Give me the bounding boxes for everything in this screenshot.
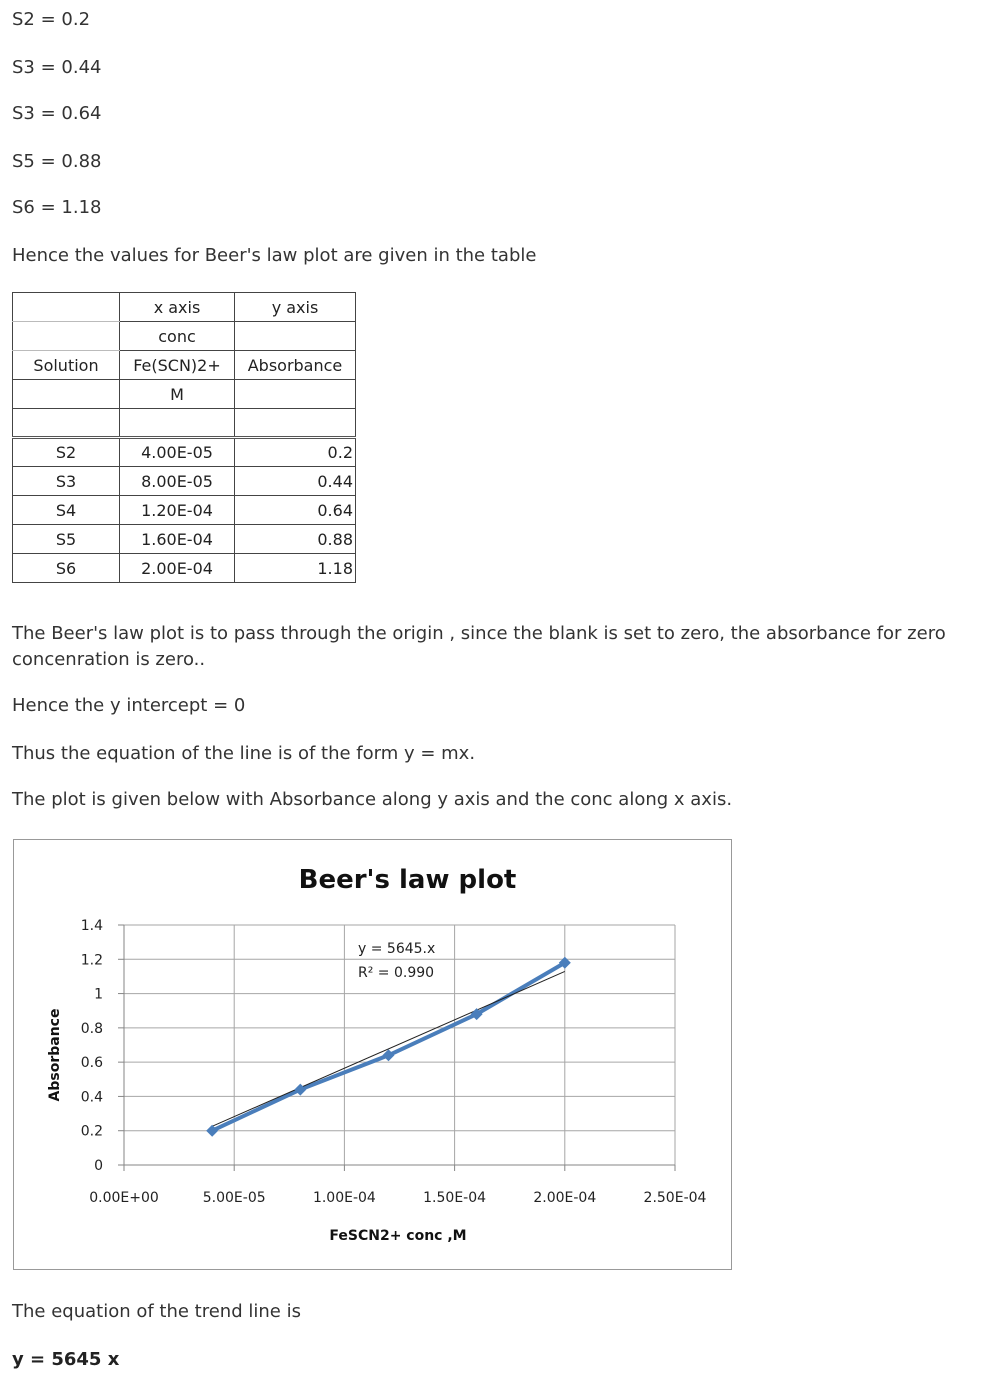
conc-cell: 4.00E-05: [120, 438, 235, 467]
x-tick-label: 5.00E-05: [202, 1190, 266, 1206]
trendline: [212, 971, 565, 1126]
solution-cell: S5: [13, 525, 120, 554]
table-cell: conc: [120, 322, 235, 351]
y-tick-label: 1.2: [80, 952, 103, 969]
conc-cell: 1.20E-04: [120, 496, 235, 525]
absorbance-cell: 0.44: [235, 467, 356, 496]
trendline-equation: y = 5645.x: [358, 941, 436, 957]
table-cell: [13, 322, 120, 351]
intro-line: S3 = 0.44: [12, 57, 102, 78]
table-row: [13, 496, 356, 525]
y-tick-label: 1.4: [80, 918, 103, 934]
table-cell: M: [120, 380, 235, 409]
plot-intro-text: The plot is given below with Absorbance along y axis and the conc along x axis.: [12, 789, 733, 810]
table-row: [13, 467, 356, 496]
table-header-row: [13, 322, 356, 351]
table-cell: [235, 380, 356, 409]
intro-line: S2 = 0.2: [12, 9, 91, 30]
solution-cell: S3: [13, 467, 120, 496]
table-cell: Absorbance: [235, 351, 356, 380]
intercept-text: Hence the y intercept = 0: [12, 695, 246, 716]
table-header-row: [13, 351, 356, 380]
intro-line: S6 = 1.18: [12, 197, 102, 218]
trend-intro-text: The equation of the trend line is: [12, 1301, 301, 1322]
chart-title: Beer's law plot: [298, 865, 517, 895]
y-axis-label: Absorbance: [47, 1008, 63, 1102]
y-tick-label: 0.6: [80, 1055, 103, 1072]
x-tick-label: 2.50E-04: [643, 1190, 707, 1206]
data-point: [206, 1125, 218, 1137]
y-tick-label: 1: [94, 986, 103, 1003]
absorbance-cell: 0.88: [235, 525, 356, 554]
x-tick-label: 1.00E-04: [312, 1190, 376, 1206]
x-axis-label: FeSCN2+ conc ,M: [329, 1228, 467, 1244]
table-cell: [13, 380, 120, 409]
intro-line: S5 = 0.88: [12, 151, 102, 172]
table-cell: x axis: [120, 293, 235, 322]
intro-line: S3 = 0.64: [12, 103, 102, 124]
table-intro: Hence the values for Beer's law plot are given in the table: [12, 245, 537, 266]
y-tick-label: 0.8: [80, 1020, 103, 1037]
beers-law-chart: [13, 839, 732, 1270]
table-cell: [235, 322, 356, 351]
explanation-text: The Beer's law plot is to pass through the origin , since the blank is set to zero, the absorbance for zero concenration is zero..: [12, 623, 946, 670]
table-row: [13, 525, 356, 554]
y-tick-label: 0: [94, 1158, 103, 1174]
conc-cell: 2.00E-04: [120, 554, 235, 583]
table-cell: [13, 293, 120, 322]
final-equation: y = 5645 x: [12, 1349, 120, 1370]
conc-cell: 1.60E-04: [120, 525, 235, 554]
conc-cell: 8.00E-05: [120, 467, 235, 496]
x-tick-label: 1.50E-04: [423, 1190, 487, 1206]
x-tick-label: 0.00E+00: [89, 1190, 159, 1206]
solution-cell: S2: [13, 438, 120, 467]
table-cell: y axis: [235, 293, 356, 322]
absorbance-cell: 0.64: [235, 496, 356, 525]
table-header-row: [13, 380, 356, 409]
x-tick-label: 2.00E-04: [533, 1190, 597, 1206]
trendline-r2: R² = 0.990: [358, 965, 435, 981]
beers-law-table: [12, 292, 356, 583]
table-cell: Fe(SCN)2+: [120, 351, 235, 380]
solution-cell: S4: [13, 496, 120, 525]
table-row: [13, 554, 356, 583]
absorbance-cell: 1.18: [235, 554, 356, 583]
series-line: [212, 963, 565, 1131]
chart-canvas: [14, 840, 731, 1269]
table-cell: Solution: [13, 351, 120, 380]
absorbance-cell: 0.2: [235, 438, 356, 467]
y-tick-label: 0.2: [80, 1123, 103, 1140]
table-row: [13, 438, 356, 467]
table-header-row: [13, 293, 356, 322]
form-text: Thus the equation of the line is of the form y = mx.: [12, 743, 476, 764]
solution-cell: S6: [13, 554, 120, 583]
table-spacer-row: [13, 409, 356, 438]
y-tick-label: 0.4: [80, 1089, 103, 1106]
